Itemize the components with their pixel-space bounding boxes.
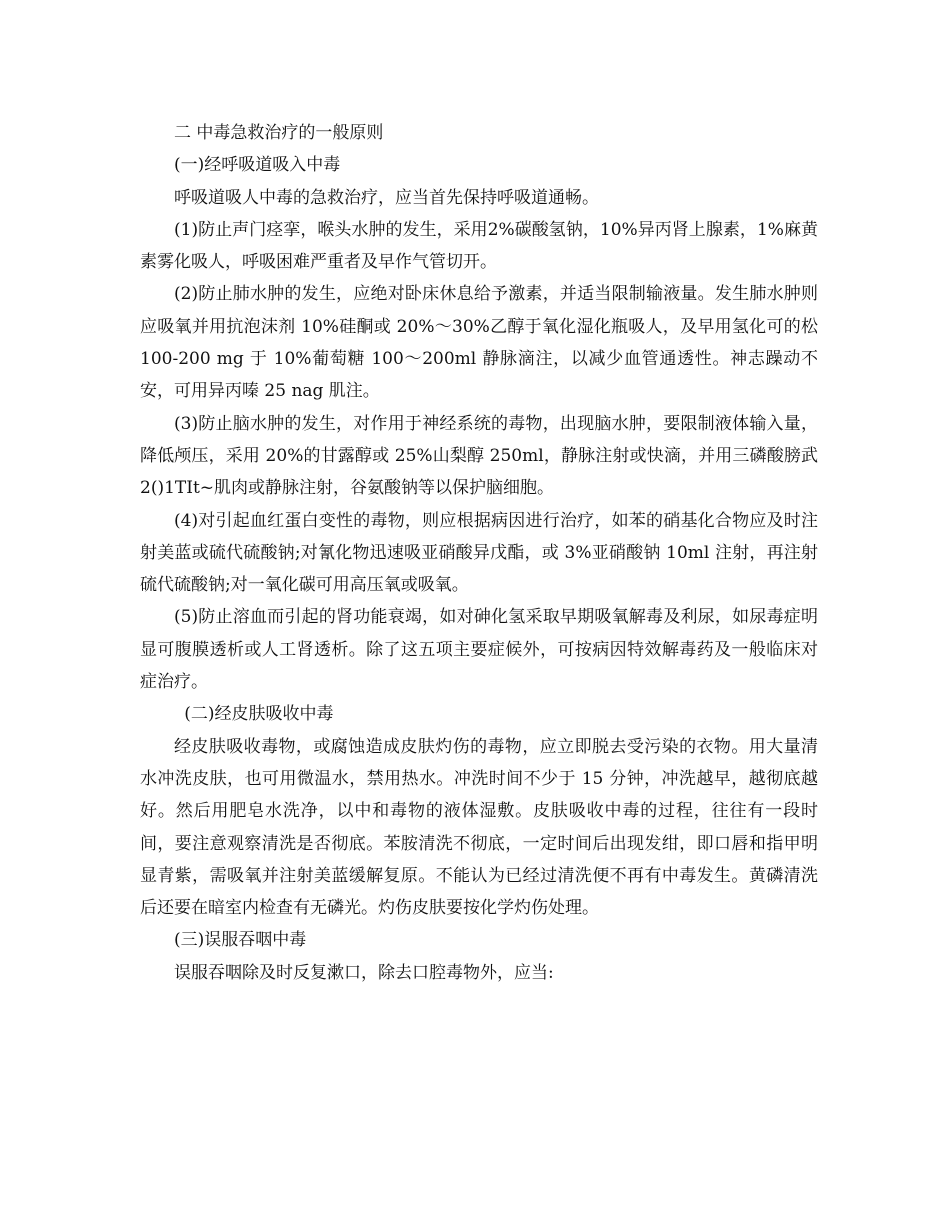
document-page xyxy=(140,117,818,989)
section-title-ingestion: (三)误服吞咽中毒 xyxy=(174,930,307,951)
list-item-pulmonary-edema: (2)防止肺水肿的发生，应绝对卧床休息给予激素，并适当限制输液量。发生肺水肿则应吸氧并用抗泡沫剂 10%硅酮或 20%～30%乙醇于氧化湿化瓶吸人，及早用氢化可的松 100-200 mg 于 10%葡萄糖 100～200ml 静脉滴注，以减少血管通透性。神志躁动不安，可用异丙嗪 25 nag 肌注。 xyxy=(140,284,818,402)
section-intro-inhalation: 呼吸道吸人中毒的急救治疗，应当首先保持呼吸道通畅。 xyxy=(174,187,599,208)
section-title-skin: (二)经皮肤吸收中毒 xyxy=(184,704,334,725)
document-heading: 二 中毒急救治疗的一般原则 xyxy=(174,123,384,143)
section-body-skin: 经皮肤吸收毒物，或腐蚀造成皮肤灼伤的毒物，应立即脱去受污染的衣物。用大量清水冲洗皮肤，也可用微温水，禁用热水。冲洗时间不少于 15 分钟，冲洗越早，越彻底越好。然后用肥皂水洗净，以中和毒物的液体湿敷。皮肤吸收中毒的过程，往往有一段时间，要注意观察清洗是否彻底。苯胺清洗不彻底，一定时间后出现发绀，即口唇和指甲明显青紫，需吸氧并注射美蓝缓解复原。不能认为已经过清洗便不再有中毒发生。黄磷清洗后还要在暗室内检查有无磷光。灼伤皮肤要按化学灼伤处理。 xyxy=(140,736,818,919)
section-title-inhalation: (一)经呼吸道吸入中毒 xyxy=(174,155,341,176)
section-body-ingestion: 误服吞咽除及时反复漱口，除去口腔毒物外，应当: xyxy=(174,962,554,983)
list-item-laryngeal: (1)防止声门痉挛，喉头水肿的发生，采用2%碳酸氢钠，10%异丙肾上腺素，1%麻黄素雾化吸人，呼吸困难严重者及早作气管切开。 xyxy=(140,219,818,273)
list-item-cerebral-edema: (3)防止脑水肿的发生，对作用于神经系统的毒物，出现脑水肿，要限制液体输入量，降低颅压，采用 20%的甘露醇或 25%山梨醇 250ml，静脉注射或快滴，并用三磷酸膀武 2()1TIt~肌肉或静脉注射，谷氨酸钠等以保护脑细胞。 xyxy=(140,413,818,499)
list-item-hemoglobin: (4)对引起血红蛋白变性的毒物，则应根据病因进行治疗，如苯的硝基化合物应及时注射美蓝或硫代硫酸钠;对氰化物迅速吸亚硝酸异戊酯，或 3%亚硝酸钠 10ml 注射，再注射硫代硫酸钠;对一氧化碳可用高压氧或吸氧。 xyxy=(140,510,818,596)
list-item-renal-failure: (5)防止溶血而引起的肾功能衰竭，如对砷化氢采取早期吸氧解毒及利尿，如尿毒症明显可腹膜透析或人工肾透析。除了这五项主要症候外，可按病因特效解毒药及一般临床对症治疗。 xyxy=(140,607,818,693)
